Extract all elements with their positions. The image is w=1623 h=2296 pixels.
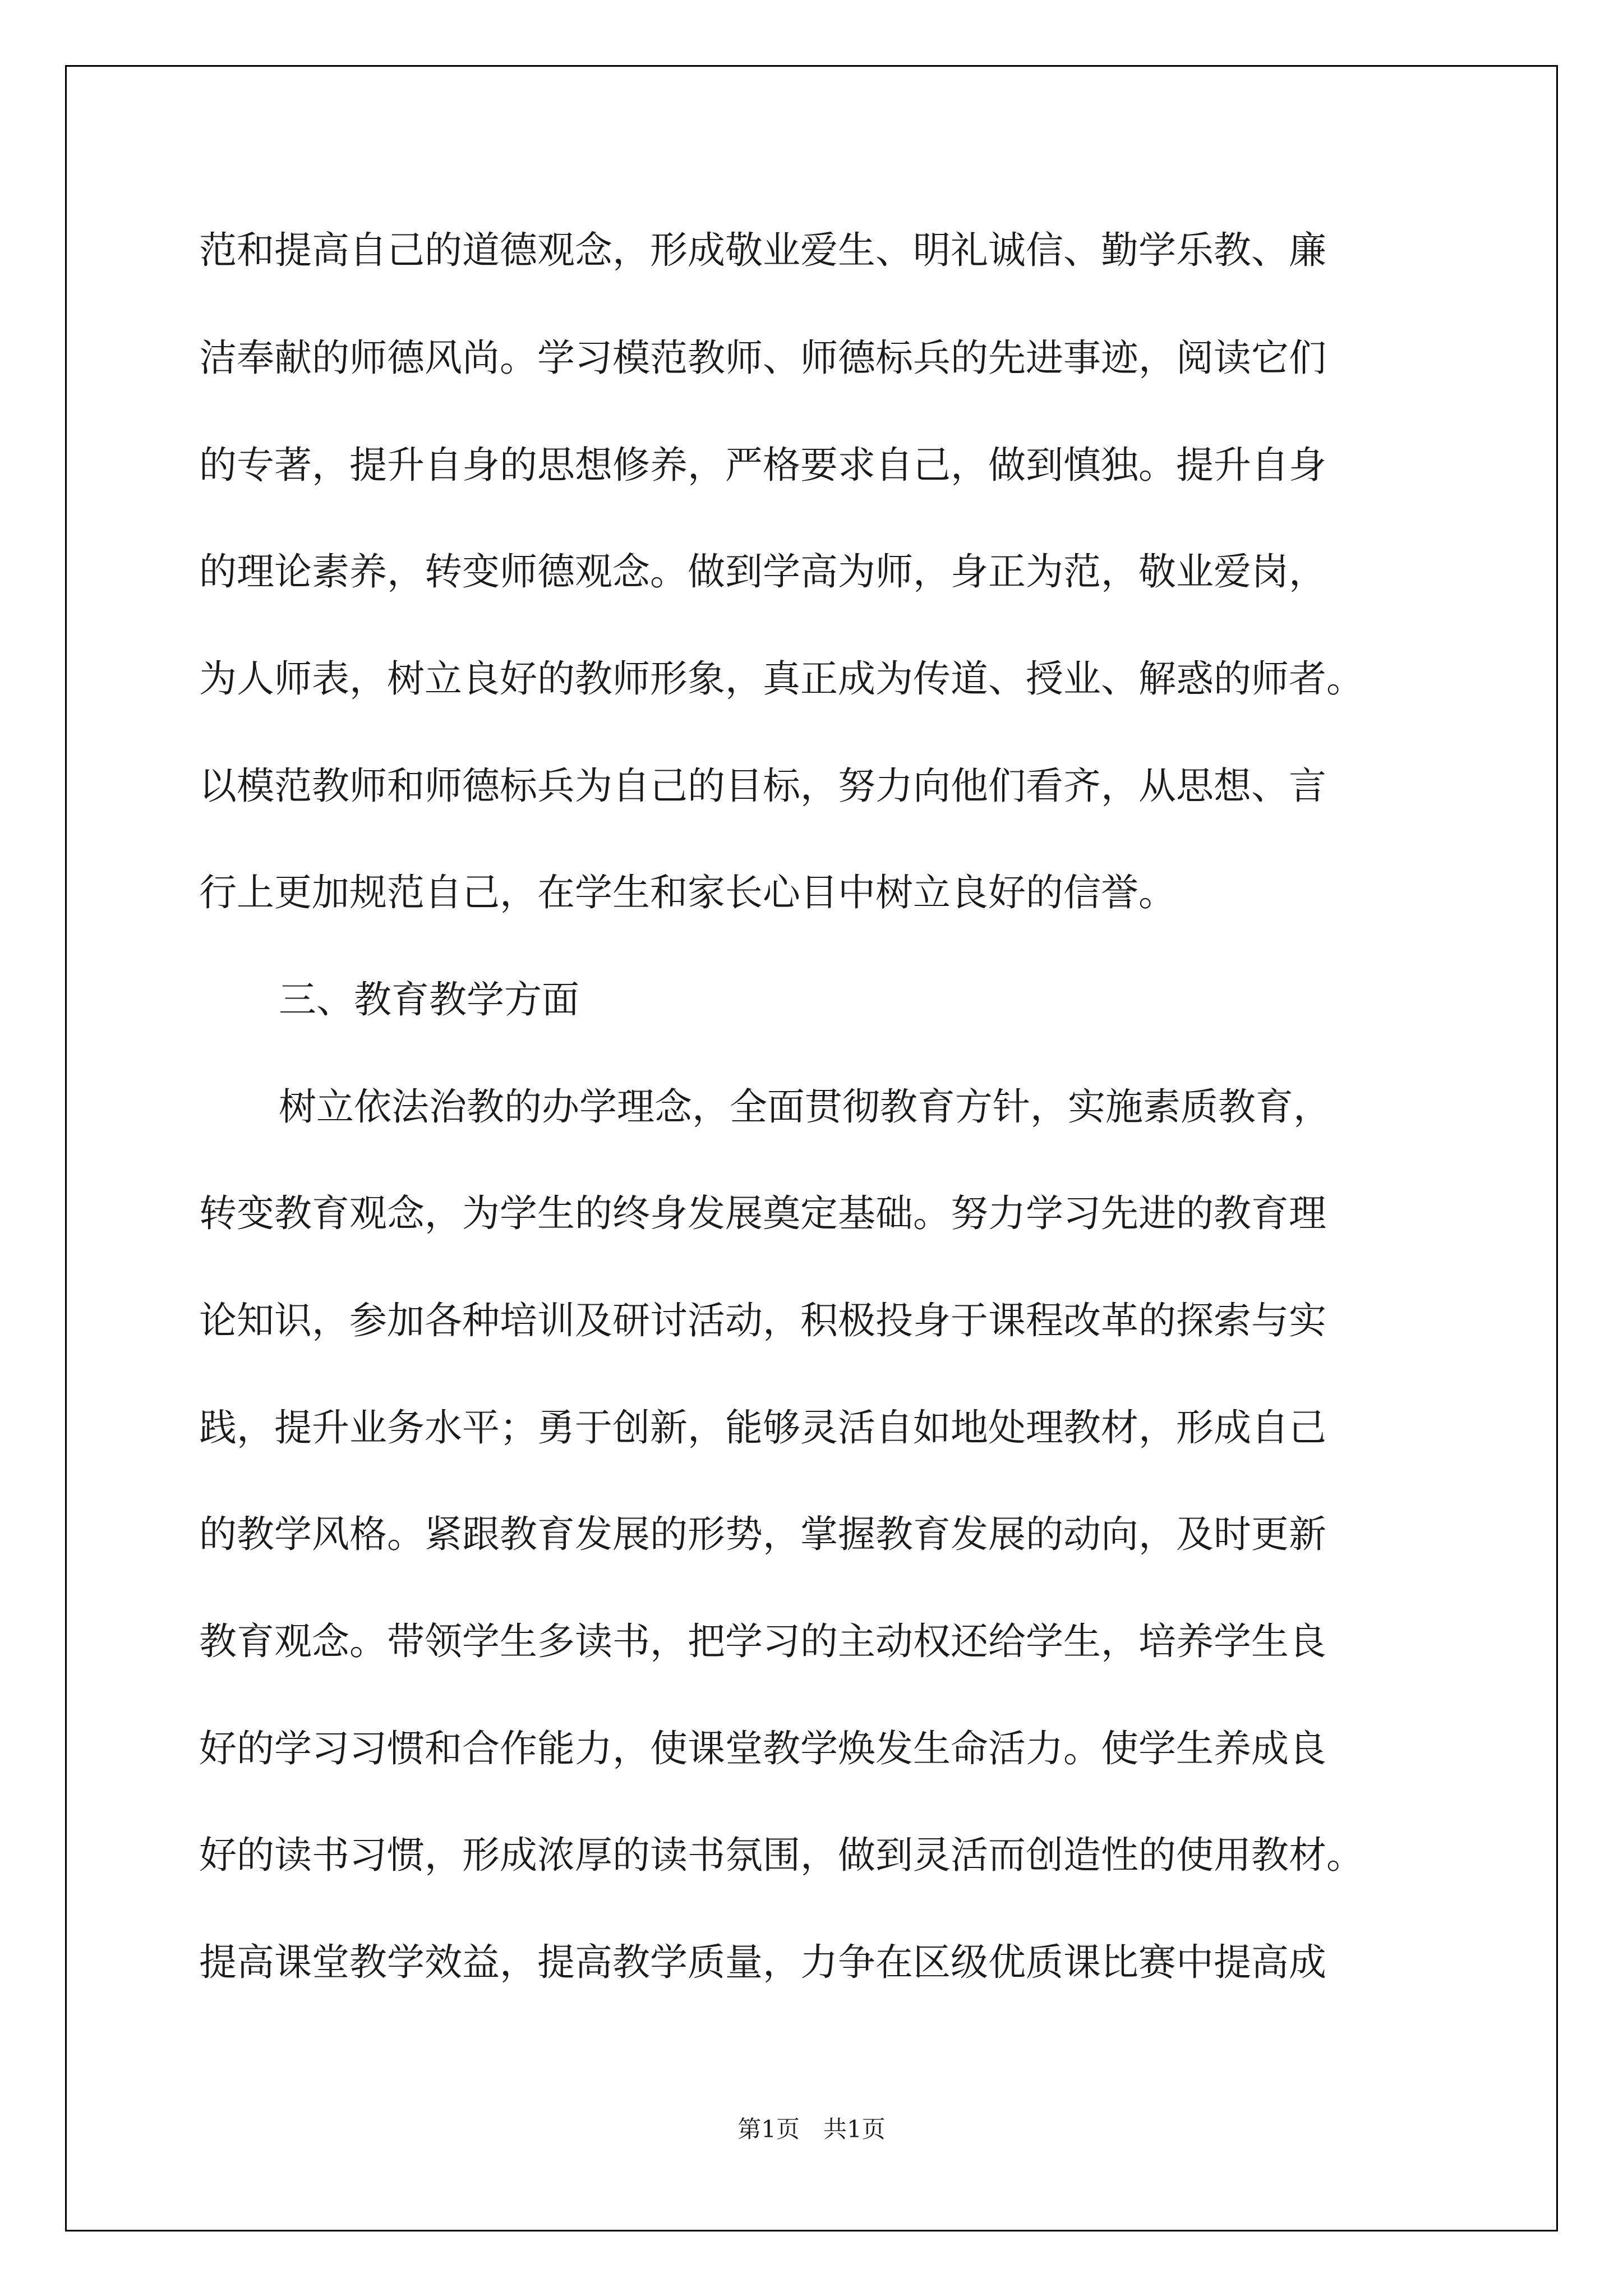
body-text-line: 好的读书习惯，形成浓厚的读书氛围，做到灵活而创造性的使用教材。	[199, 1833, 1364, 1877]
body-text-line: 行上更加规范自己，在学生和家长心目中树立良好的信誉。	[199, 871, 1176, 914]
body-text-line: 好的学习习惯和合作能力，使课堂教学焕发生命活力。使学生养成良	[199, 1727, 1326, 1770]
body-text-line: 以模范教师和师德标兵为自己的目标，努力向他们看齐，从思想、言	[199, 764, 1326, 808]
section-heading: 三、教育教学方面	[279, 978, 579, 1022]
body-text-line: 转变教育观念，为学生的终身发展奠定基础。努力学习先进的教育理	[199, 1191, 1326, 1235]
body-text-line: 论知识，参加各种培训及研讨活动，积极投身于课程改革的探索与实	[199, 1299, 1326, 1342]
page-number-footer: 第1页 共1页	[737, 2115, 886, 2143]
body-text-line: 提高课堂教学效益，提高教学质量，力争在区级优质课比赛中提高成	[199, 1940, 1326, 1984]
body-text-line: 树立依法治教的办学理念，全面贯彻教育方针，实施素质教育，	[279, 1085, 1331, 1129]
body-text-line: 为人师表，树立良好的教师形象，真正成为传道、授业、解惑的师者。	[199, 657, 1364, 701]
page-border	[65, 65, 1558, 2231]
body-text-line: 洁奉献的师德风尚。学习模范教师、师德标兵的先进事迹，阅读它们	[199, 336, 1326, 380]
body-text-line: 的理论素养，转变师德观念。做到学高为师，身正为范，敬业爱岗，	[199, 550, 1326, 593]
body-text-line: 教育观念。带领学生多读书，把学习的主动权还给学生，培养学生良	[199, 1619, 1326, 1663]
body-text-line: 践，提升业务水平；勇于创新，能够灵活自如地处理教材，形成自己	[199, 1406, 1326, 1450]
body-text-line: 的教学风格。紧跟教育发展的形势，掌握教育发展的动向，及时更新	[199, 1512, 1326, 1556]
body-text-line: 的专著，提升自身的思想修养，严格要求自己，做到慎独。提升自身	[199, 443, 1326, 487]
body-text-line: 范和提高自己的道德观念，形成敬业爱生、明礼诚信、勤学乐教、廉	[199, 228, 1326, 272]
